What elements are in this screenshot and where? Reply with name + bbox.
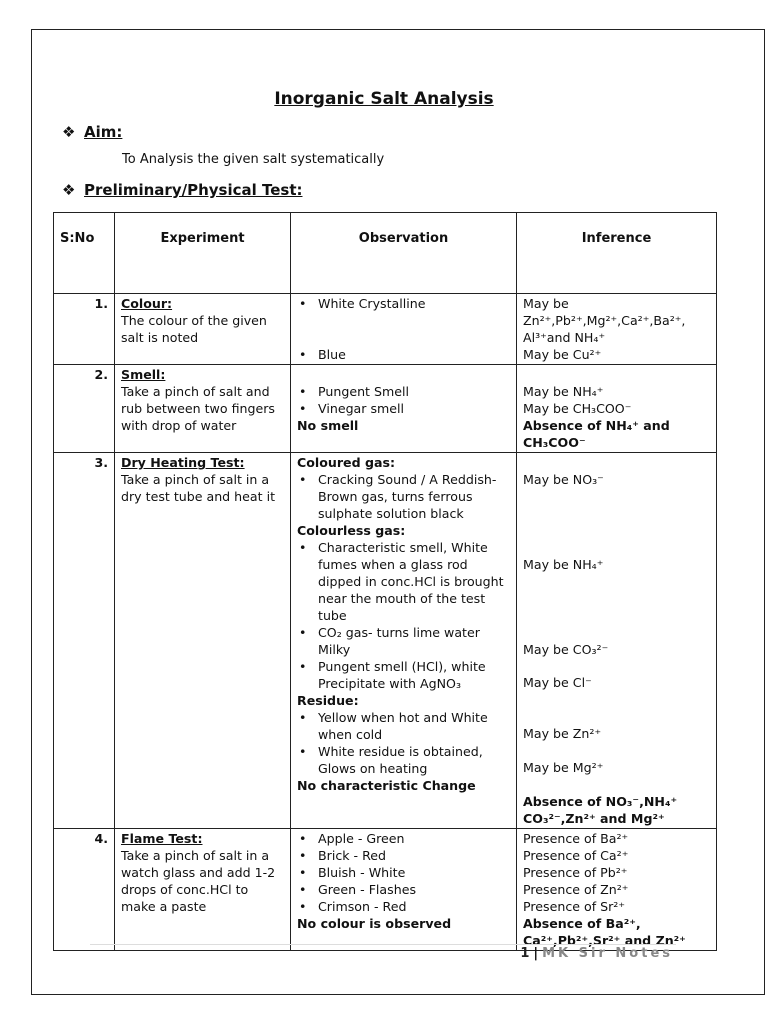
aim-heading: ❖ Aim: xyxy=(62,123,123,141)
page-number: 1 xyxy=(520,946,530,961)
list-item: • Green - Flashes xyxy=(297,881,510,898)
list-item: • Brick - Red xyxy=(297,847,510,864)
aim-text: To Analysis the given salt systematically xyxy=(122,152,385,167)
row-sno: 4. xyxy=(54,829,115,951)
row-inference: Presence of Ba²⁺ Presence of Ca²⁺ Presence of Pb²⁺ Presence of Zn²⁺ Presence of Sr²⁺ Absence of Ba²⁺, Ca²⁺,Pb²⁺,Sr²⁺ and Zn²⁺ xyxy=(517,829,717,951)
row-observation: • Pungent Smell • Vinegar smell No smell xyxy=(291,365,517,453)
table-row xyxy=(54,453,717,829)
list-item: • White residue is obtained, Glows on heating xyxy=(297,743,510,777)
row-experiment: Flame Test: Take a pinch of salt in a watch glass and add 1-2 drops of conc.HCl to make a paste xyxy=(115,829,291,951)
table-header-row xyxy=(54,213,717,294)
row-sno: 1. xyxy=(54,294,115,365)
footer-divider xyxy=(90,944,676,945)
diamond-bullet-icon: ❖ xyxy=(62,123,76,141)
row-sno: 3. xyxy=(54,453,115,829)
list-item: • Blue xyxy=(297,346,510,363)
table-row xyxy=(54,829,717,951)
list-item: • Characteristic smell, White fumes when a glass rod dipped in conc.HCl is brought near the mouth of the test tube xyxy=(297,539,510,624)
row-experiment: Colour: The colour of the given salt is noted xyxy=(115,294,291,365)
header-inference: Inference xyxy=(517,213,717,294)
list-item: • Yellow when hot and White when cold xyxy=(297,709,510,743)
table-row xyxy=(54,294,717,365)
footer: 1 | MK Sir Notes xyxy=(520,946,673,961)
list-item: • Apple - Green xyxy=(297,830,510,847)
row-experiment: Smell: Take a pinch of salt and rub between two fingers with drop of water xyxy=(115,365,291,453)
header-experiment: Experiment xyxy=(115,213,291,294)
page-title: Inorganic Salt Analysis xyxy=(274,89,494,109)
list-item: • Crimson - Red xyxy=(297,898,510,915)
row-inference: May be NH₄⁺ May be CH₃COO⁻ Absence of NH₄⁺ and CH₃COO⁻ xyxy=(517,365,717,453)
row-sno: 2. xyxy=(54,365,115,453)
row-experiment: Dry Heating Test: Take a pinch of salt in a dry test tube and heat it xyxy=(115,453,291,829)
list-item: • White Crystalline xyxy=(297,295,510,312)
row-observation xyxy=(291,294,517,365)
table-row xyxy=(54,365,717,453)
header-sno: S:No xyxy=(54,213,115,294)
list-item: • Pungent smell (HCl), white Precipitate with AgNO₃ xyxy=(297,658,510,692)
preliminary-heading: ❖ Preliminary/Physical Test: xyxy=(62,181,303,199)
list-item: • CO₂ gas- turns lime water Milky xyxy=(297,624,510,658)
row-observation: Coloured gas: • Cracking Sound / A Reddish-Brown gas, turns ferrous sulphate solution black Colourless gas: • Characteristic smell, White fumes when a glass rod dipped in conc.HCl is brought near the mouth of the test tube • CO₂ gas- turns lime water Milky • Pungent smell (HCl), white Precipitate with AgNO₃ Residue: • Yellow when hot and White when cold • White residue is obtained, Glows on heating No characteristic Change xyxy=(291,453,517,829)
diamond-bullet-icon: ❖ xyxy=(62,181,76,199)
footer-text: MK Sir Notes xyxy=(542,946,673,961)
header-observation: Observation xyxy=(291,213,517,294)
list-item: • Cracking Sound / A Reddish-Brown gas, turns ferrous sulphate solution black xyxy=(297,471,510,522)
row-inference: May be Zn²⁺,Pb²⁺,Mg²⁺,Ca²⁺,Ba²⁺, Al³⁺and NH₄⁺ May be Cu²⁺ xyxy=(517,294,717,365)
analysis-table xyxy=(53,212,717,951)
list-item: • Vinegar smell xyxy=(297,400,510,417)
list-item: • Bluish - White xyxy=(297,864,510,881)
row-inference: May be NO₃⁻ May be NH₄⁺ May be CO₃²⁻ May be Cl⁻ May be Zn²⁺ May be Mg²⁺ Absence of NO₃⁻,NH₄⁺ CO₃²⁻,Zn²⁺ and Mg²⁺ xyxy=(517,453,717,829)
row-observation: • Apple - Green • Brick - Red • Bluish - White • Green - Flashes • Crimson - Red No colour is observed xyxy=(291,829,517,951)
list-item: • Pungent Smell xyxy=(297,383,510,400)
